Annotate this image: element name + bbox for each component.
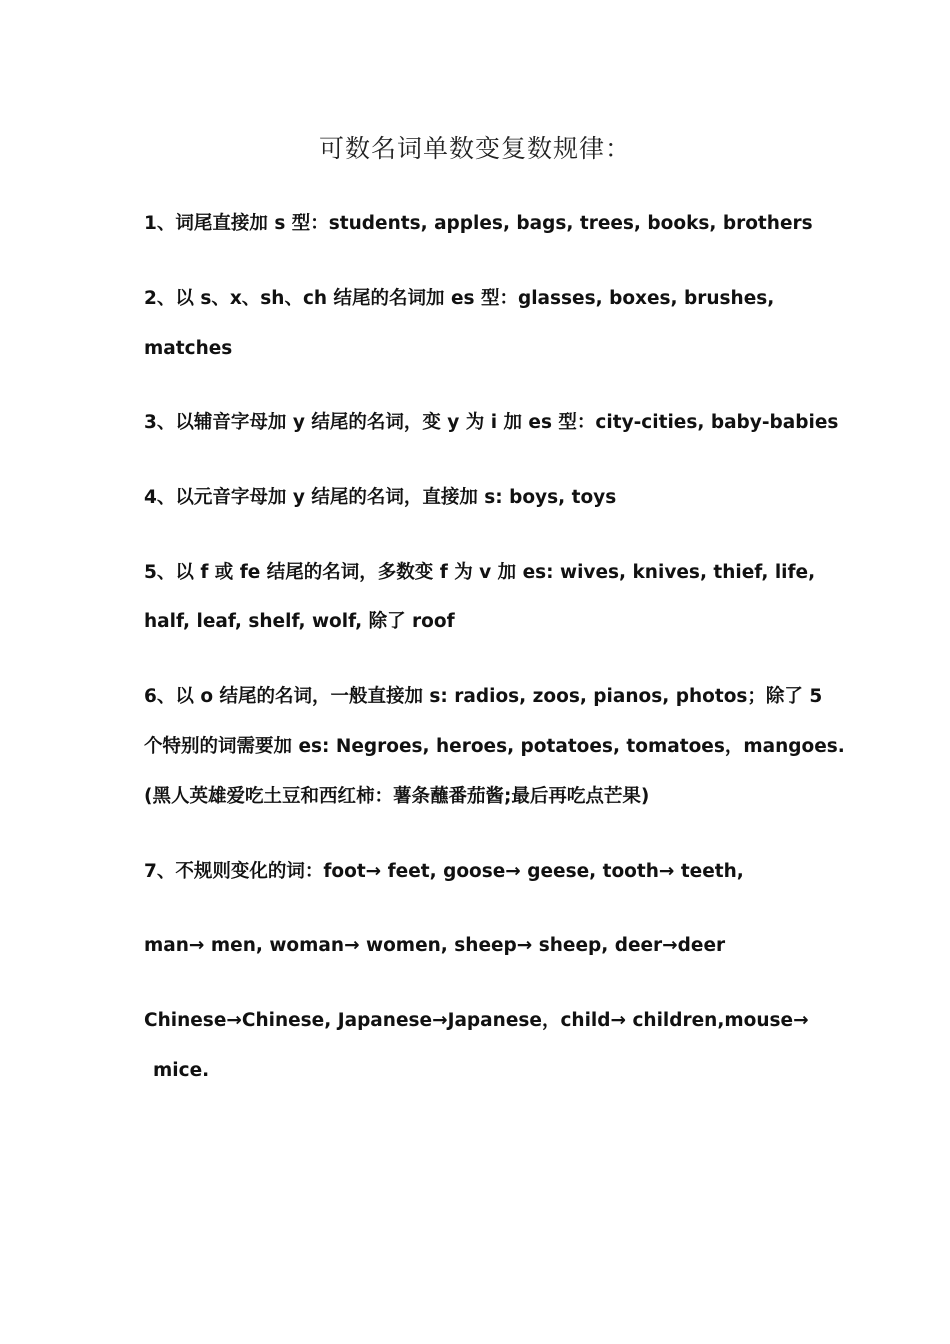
rule-7-continuation-3: mice. [153, 1060, 210, 1081]
rule-7-continuation-2: Chinese→Chinese, Japanese→Japanese，child→ children,mouse→ [144, 1010, 809, 1031]
rule-6-continuation: 个特别的词需要加 es: Negroes, heroes, potatoes, tomatoes，mangoes. [144, 736, 845, 757]
rule-1-line: 1、词尾直接加 s 型：students, apples, bags, trees, books, brothers [144, 213, 813, 234]
rule-2-line: 2、以 s、x、sh、ch 结尾的名词加 es 型：glasses, boxes, brushes, [144, 288, 775, 309]
rule-6-mnemonic: (黑人英雄爱吃土豆和西红柿：薯条蘸番茄酱;最后再吃点芒果) [144, 786, 650, 807]
rule-5-line: 5、以 f 或 fe 结尾的名词，多数变 f 为 v 加 es: wives, knives, thief, life, [144, 562, 816, 583]
rule-7-continuation-1: man→ men, woman→ women, sheep→ sheep, deer→deer [144, 935, 726, 956]
rule-6-line: 6、以 o 结尾的名词，一般直接加 s: radios, zoos, pianos, photos；除了 5 [144, 686, 823, 707]
rule-7-line: 7、不规则变化的词：foot→ feet, goose→ geese, tooth→ teeth, [144, 861, 744, 882]
rule-5-continuation: half, leaf, shelf, wolf, 除了 roof [144, 611, 455, 632]
rule-4-line: 4、以元音字母加 y 结尾的名词，直接加 s: boys, toys [144, 487, 617, 508]
rule-3-line: 3、以辅音字母加 y 结尾的名词，变 y 为 i 加 es 型：city-cities, baby-babies [144, 412, 839, 433]
document-title: 可数名词单数变复数规律： [318, 134, 631, 163]
rule-2-continuation: matches [144, 338, 233, 359]
